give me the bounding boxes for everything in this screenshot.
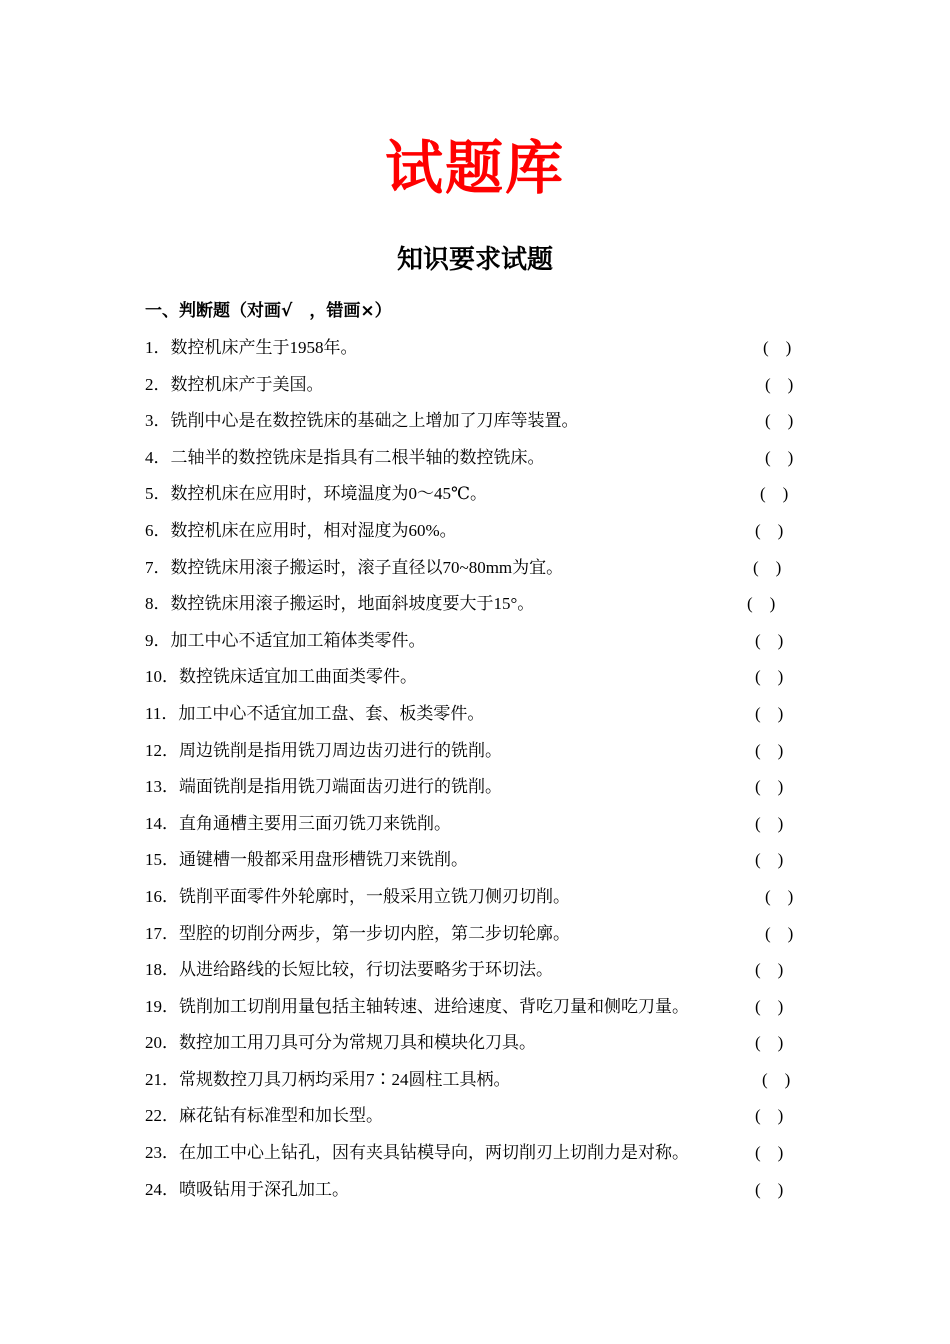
answer-bracket: ( ) bbox=[762, 1069, 791, 1089]
question-number: 15． bbox=[145, 850, 179, 870]
answer-bracket: ( ) bbox=[755, 1106, 784, 1126]
question-item bbox=[145, 1177, 825, 1214]
page-subtitle: 知识要求试题 bbox=[396, 245, 553, 275]
question-number: 22． bbox=[145, 1106, 179, 1126]
section-heading: 一、判断题（对画√ ，错画×） bbox=[145, 301, 392, 321]
question-text: 数控机床产生于1958年。 bbox=[170, 338, 358, 357]
question-number: 20． bbox=[145, 1033, 179, 1053]
question-item bbox=[145, 701, 825, 738]
question-text: 麻花钻有标准型和加长型。 bbox=[179, 1106, 383, 1126]
answer-bracket: ( ) bbox=[755, 1033, 784, 1053]
question-number: 17． bbox=[145, 923, 179, 943]
answer-bracket: ( ) bbox=[755, 1143, 784, 1163]
answer-bracket: ( ) bbox=[755, 996, 784, 1016]
question-number: 3． bbox=[145, 411, 171, 431]
question-number: 21． bbox=[145, 1069, 179, 1089]
question-text: 喷吸钻用于深孔加工。 bbox=[179, 1179, 349, 1199]
page-title: 试题库 bbox=[384, 134, 565, 202]
question-text: 二轴半的数控铣床是指具有二根半轴的数控铣床。 bbox=[170, 447, 545, 467]
question-number: 24． bbox=[145, 1179, 179, 1199]
question-number: 1． bbox=[145, 338, 171, 357]
question-number: 9． bbox=[145, 630, 171, 650]
question-number: 7． bbox=[145, 557, 171, 577]
question-number: 8． bbox=[145, 594, 171, 614]
question-text: 铣削加工切削用量包括主轴转速、进给速度、背吃刀量和侧吃刀量。 bbox=[179, 996, 689, 1016]
answer-bracket: ( ) bbox=[755, 850, 784, 870]
question-item bbox=[145, 957, 825, 994]
answer-bracket: ( ) bbox=[755, 960, 784, 980]
answer-bracket: ( ) bbox=[755, 520, 784, 540]
question-item bbox=[145, 1140, 825, 1177]
question-text: 铣削中心是在数控铣床的基础之上增加了刀库等装置。 bbox=[170, 411, 579, 431]
question-item bbox=[145, 481, 825, 518]
question-item bbox=[145, 1030, 825, 1067]
question-number: 10． bbox=[145, 667, 179, 687]
question-number: 19． bbox=[145, 996, 179, 1016]
question-item bbox=[145, 445, 825, 482]
question-text: 型腔的切削分两步，第一步切内腔，第二步切轮廓。 bbox=[179, 923, 570, 943]
answer-bracket: ( ) bbox=[755, 630, 784, 650]
question-text: 数控机床在应用时，相对湿度为60%。 bbox=[170, 520, 457, 540]
question-item bbox=[145, 811, 825, 848]
question-text: 铣削平面零件外轮廓时，一般采用立铣刀侧刃切削。 bbox=[179, 886, 570, 906]
question-list bbox=[145, 335, 825, 1213]
question-item bbox=[145, 884, 825, 921]
answer-bracket: ( ) bbox=[765, 447, 794, 467]
question-number: 13． bbox=[145, 777, 179, 797]
question-number: 4． bbox=[145, 447, 171, 467]
question-item bbox=[145, 994, 825, 1031]
question-item bbox=[145, 664, 825, 701]
answer-bracket: ( ) bbox=[747, 594, 776, 614]
question-text: 加工中心不适宜加工箱体类零件。 bbox=[170, 630, 426, 650]
question-text: 通键槽一般都采用盘形槽铣刀来铣削。 bbox=[179, 850, 468, 870]
answer-bracket: ( ) bbox=[760, 484, 789, 504]
question-item bbox=[145, 518, 825, 555]
question-item bbox=[145, 847, 825, 884]
question-number: 14． bbox=[145, 813, 179, 833]
question-item bbox=[145, 738, 825, 775]
question-number: 16． bbox=[145, 886, 179, 906]
question-text: 数控机床产于美国。 bbox=[170, 374, 324, 394]
answer-bracket: ( ) bbox=[765, 374, 794, 394]
question-item bbox=[145, 555, 825, 592]
question-text: 数控铣床适宜加工曲面类零件。 bbox=[179, 667, 417, 687]
question-item bbox=[145, 335, 825, 372]
question-text: 在加工中心上钻孔，因有夹具钻模导向，两切削刃上切削力是对称。 bbox=[179, 1143, 689, 1163]
question-item bbox=[145, 408, 825, 445]
question-item bbox=[145, 372, 825, 409]
question-text: 加工中心不适宜加工盘、套、板类零件。 bbox=[178, 703, 485, 723]
question-text: 数控机床在应用时，环境温度为0～45℃。 bbox=[170, 484, 488, 504]
question-text: 数控加工用刀具可分为常规刀具和模块化刀具。 bbox=[179, 1033, 536, 1053]
question-item bbox=[145, 591, 825, 628]
answer-bracket: ( ) bbox=[763, 338, 792, 357]
question-text: 数控铣床用滚子搬运时，滚子直径以70~80mm为宜。 bbox=[170, 557, 564, 577]
answer-bracket: ( ) bbox=[755, 667, 784, 687]
question-number: 11． bbox=[145, 703, 179, 723]
question-text: 直角通槽主要用三面刃铣刀来铣削。 bbox=[179, 813, 451, 833]
question-item bbox=[145, 774, 825, 811]
answer-bracket: ( ) bbox=[755, 740, 784, 760]
question-number: 2． bbox=[145, 374, 171, 394]
question-number: 6． bbox=[145, 520, 171, 540]
question-number: 5． bbox=[145, 484, 171, 504]
question-text: 常规数控刀具刀柄均采用7∶24圆柱工具柄。 bbox=[179, 1069, 511, 1089]
answer-bracket: ( ) bbox=[765, 886, 794, 906]
answer-bracket: ( ) bbox=[755, 813, 784, 833]
answer-bracket: ( ) bbox=[753, 557, 782, 577]
question-item bbox=[145, 1103, 825, 1140]
question-item bbox=[145, 1067, 825, 1104]
question-number: 12． bbox=[145, 740, 179, 760]
question-text: 周边铣削是指用铣刀周边齿刃进行的铣削。 bbox=[179, 740, 502, 760]
question-text: 数控铣床用滚子搬运时，地面斜坡度要大于15°。 bbox=[170, 594, 535, 614]
question-item bbox=[145, 921, 825, 958]
answer-bracket: ( ) bbox=[755, 1179, 784, 1199]
question-text: 端面铣削是指用铣刀端面齿刃进行的铣削。 bbox=[179, 777, 502, 797]
answer-bracket: ( ) bbox=[765, 923, 794, 943]
question-number: 18． bbox=[145, 960, 179, 980]
answer-bracket: ( ) bbox=[755, 777, 784, 797]
question-item bbox=[145, 628, 825, 665]
answer-bracket: ( ) bbox=[755, 703, 784, 723]
answer-bracket: ( ) bbox=[765, 411, 794, 431]
question-text: 从进给路线的长短比较，行切法要略劣于环切法。 bbox=[179, 960, 553, 980]
question-number: 23． bbox=[145, 1143, 179, 1163]
